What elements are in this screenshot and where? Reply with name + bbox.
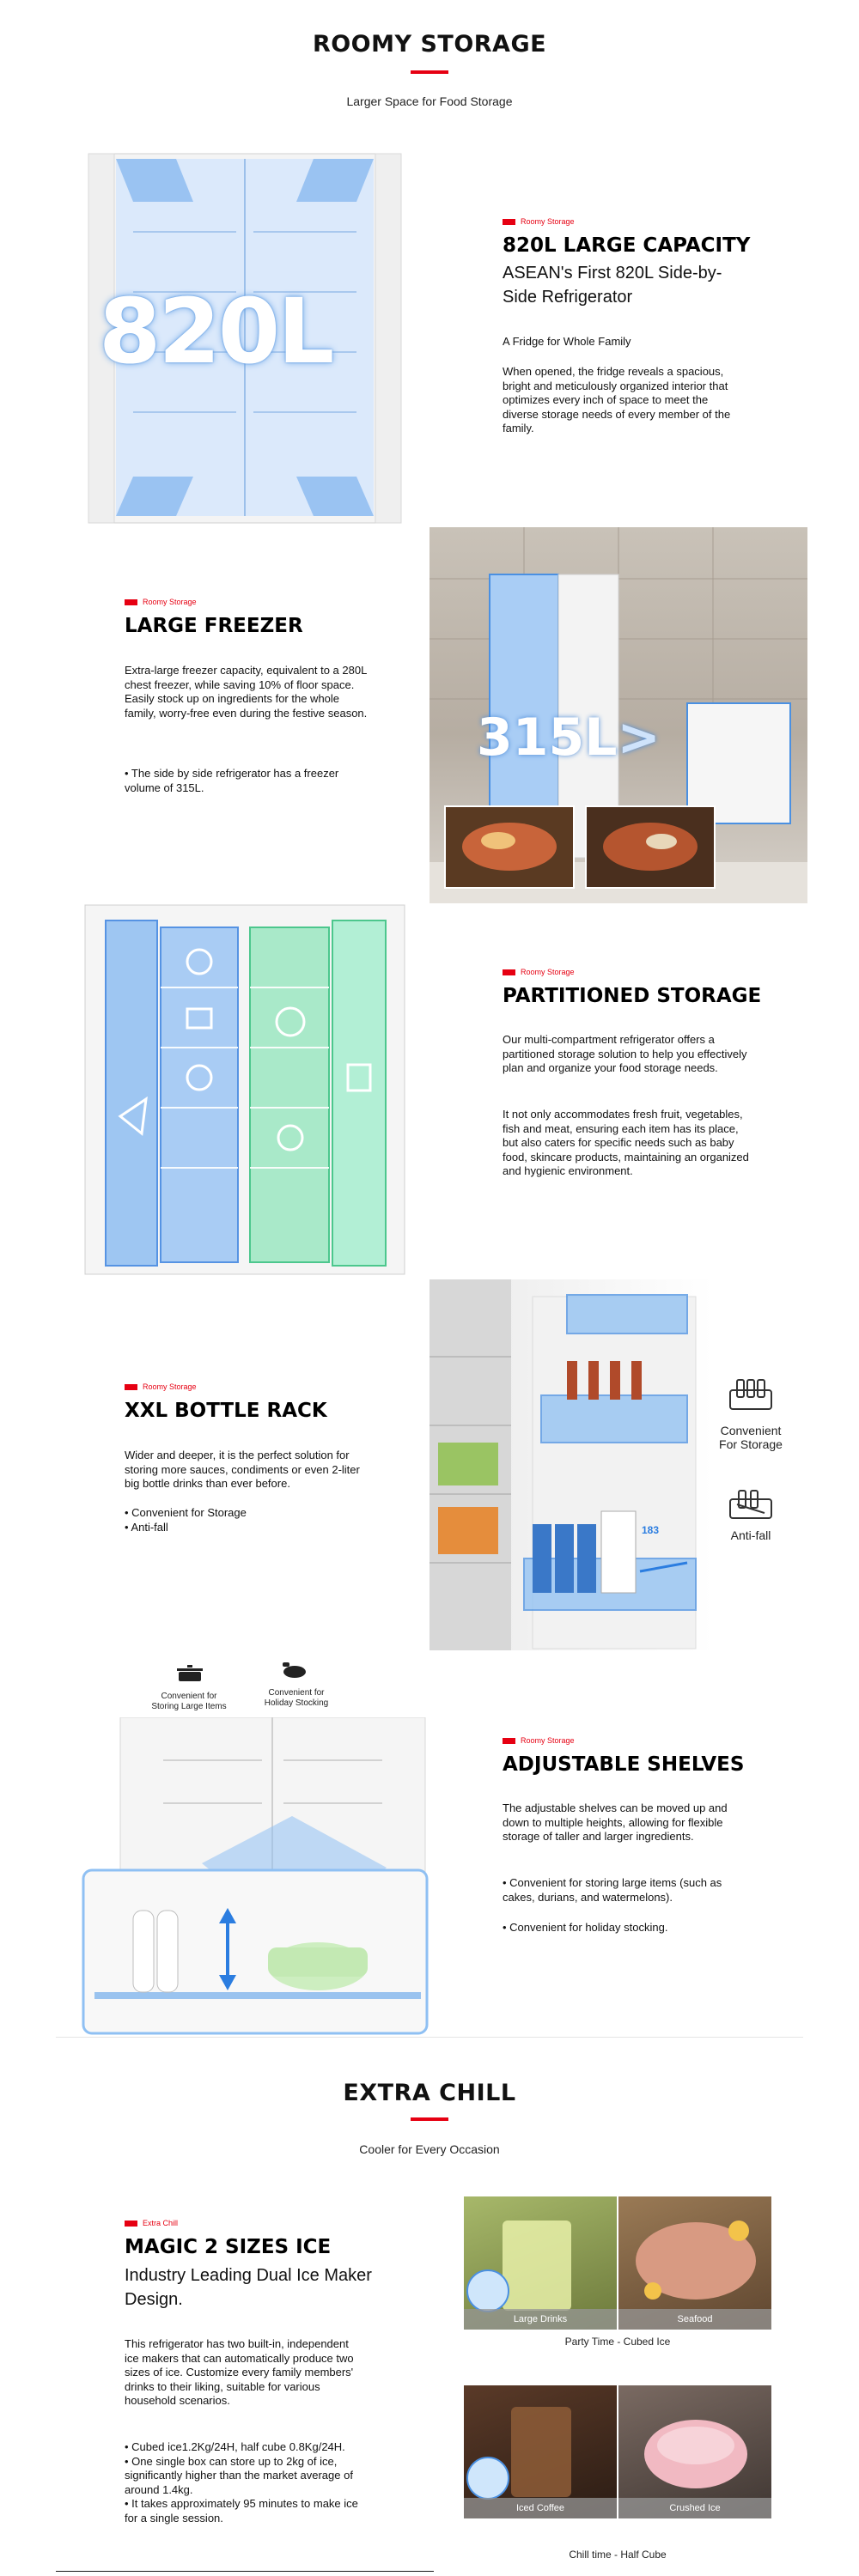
pot-icon bbox=[176, 1664, 204, 1683]
title-underline bbox=[411, 70, 448, 74]
tag-extra-chill: Extra Chill bbox=[125, 2219, 178, 2227]
icon-caption-holiday: Convenient for Holiday Stocking bbox=[264, 1688, 329, 1708]
subheading-magic-ice: Industry Leading Dual Ice Maker Design. bbox=[125, 2266, 372, 2309]
section-subtitle-chill: Cooler for Every Occasion bbox=[359, 2142, 500, 2156]
bullet-freezer: • The side by side refrigerator has a freezer volume of 315L. bbox=[125, 767, 339, 794]
body-820l: When opened, the fridge reveals a spacious, bright and meticulously organized interior that optimizes every inch of space to meet the diverse storage needs of every member of the family. bbox=[503, 365, 731, 434]
lead-820l: A Fridge for Whole Family bbox=[503, 335, 631, 348]
adjustable-shelves-image bbox=[82, 1717, 430, 2035]
bullet-shelves-2: • Convenient for holiday stocking. bbox=[503, 1921, 668, 1934]
heading-820l: 820L LARGE CAPACITY bbox=[503, 234, 751, 257]
tag-roomy-storage: Roomy Storage bbox=[503, 968, 575, 976]
body-bottle-rack: Wider and deeper, it is the perfect solution for storing more sauces, condiments or even 2-liter big bottle drinks than ever before. bbox=[125, 1449, 360, 1490]
bullets-magic-ice: • Cubed ice1.2Kg/24H, half cube 0.8Kg/24H. • One single box can store up to 2kg of ice, significantly higher than the market average of around 1.4kg. • It takes approximately 95 minutes to make ice for a single session. bbox=[125, 2440, 358, 2524]
heading-bottle-rack: XXL BOTTLE RACK bbox=[125, 1400, 327, 1422]
capacity-overlay-text: 820L bbox=[99, 279, 332, 384]
photo-label: Iced Coffee bbox=[464, 2498, 617, 2518]
body-magic-ice: This refrigerator has two built-in, independent ice makers that can automatically produce two sizes of ice. Customize every family members' drinks to their liking, suitable for various household scenarios. bbox=[125, 2337, 354, 2407]
fridge-820l-image bbox=[82, 150, 408, 528]
icon-caption-anti-fall: Anti-fall bbox=[730, 1528, 771, 1542]
bullet-shelves-1: • Convenient for storing large items (such as cakes, durians, and watermelons). bbox=[503, 1876, 722, 1904]
tag-roomy-storage: Roomy Storage bbox=[125, 1382, 197, 1391]
photo-iced-coffee bbox=[464, 2385, 617, 2518]
caption-half-cube: Chill time - Half Cube bbox=[569, 2549, 667, 2561]
tag-roomy-storage: Roomy Storage bbox=[125, 598, 197, 606]
heading-large-freezer: LARGE FREEZER bbox=[125, 615, 303, 637]
chicken-icon bbox=[281, 1659, 308, 1680]
bullets-bottle-rack: • Convenient for Storage • Anti-fall bbox=[125, 1506, 247, 1534]
partition-fridge-image bbox=[82, 902, 408, 1279]
icon-caption-large-items: Convenient for Storing Large Items bbox=[151, 1692, 227, 1711]
tag-roomy-storage: Roomy Storage bbox=[503, 1736, 575, 1745]
heading-adjustable-shelves: ADJUSTABLE SHELVES bbox=[503, 1753, 745, 1776]
body-partition-2: It not only accommodates fresh fruit, vegetables, fish and meat, ensuring each item has its place, but also caters for specific needs such as baby food, skincare products, maintaining an organized and hygienic environment. bbox=[503, 1108, 749, 1177]
heading-partitioned-storage: PARTITIONED STORAGE bbox=[503, 985, 762, 1007]
bottle-rack-photo bbox=[430, 1279, 713, 1650]
photo-label: Large Drinks bbox=[464, 2309, 617, 2330]
body-partition-1: Our multi-compartment refrigerator offers a partitioned storage solution to help you effectively plan and organize your food storage needs. bbox=[503, 1033, 747, 1074]
icon-caption-storage: Convenient For Storage bbox=[719, 1424, 783, 1451]
freezer-overlay-text: 315L> bbox=[477, 708, 661, 768]
section-subtitle-roomy: Larger Space for Food Storage bbox=[346, 94, 513, 108]
freezer-photo bbox=[430, 527, 807, 903]
photo-seafood bbox=[618, 2196, 771, 2330]
body-freezer: Extra-large freezer capacity, equivalent to a 280L chest freezer, while saving 10% of floor space. Easily stock up on ingredients for the whole family, worry-free even during the festive season. bbox=[125, 664, 368, 720]
section-divider bbox=[56, 2037, 803, 2038]
bottle-rack-measure: 183 bbox=[642, 1524, 660, 1536]
photo-label: Crushed Ice bbox=[618, 2498, 771, 2518]
heading-magic-ice: MAGIC 2 SIZES ICE bbox=[125, 2236, 332, 2258]
photo-crushed-ice bbox=[618, 2385, 771, 2518]
section-title-roomy: ROOMY STORAGE bbox=[312, 31, 547, 58]
bottle-storage-icon bbox=[728, 1376, 773, 1411]
subheading-820l: ASEAN's First 820L Side-by-Side Refrigerator bbox=[503, 264, 722, 307]
tag-roomy-storage: Roomy Storage bbox=[503, 217, 575, 226]
bottom-rule bbox=[56, 2571, 434, 2572]
section-title-chill: EXTRA CHILL bbox=[343, 2080, 516, 2106]
photo-large-drinks bbox=[464, 2196, 617, 2330]
body-shelves: The adjustable shelves can be moved up and down to multiple heights, allowing for flexible storage of taller and larger ingredients. bbox=[503, 1801, 728, 1843]
photo-label: Seafood bbox=[618, 2309, 771, 2330]
caption-cubed-ice: Party Time - Cubed Ice bbox=[564, 2336, 671, 2348]
anti-fall-icon bbox=[728, 1485, 773, 1520]
title-underline bbox=[411, 2117, 448, 2121]
